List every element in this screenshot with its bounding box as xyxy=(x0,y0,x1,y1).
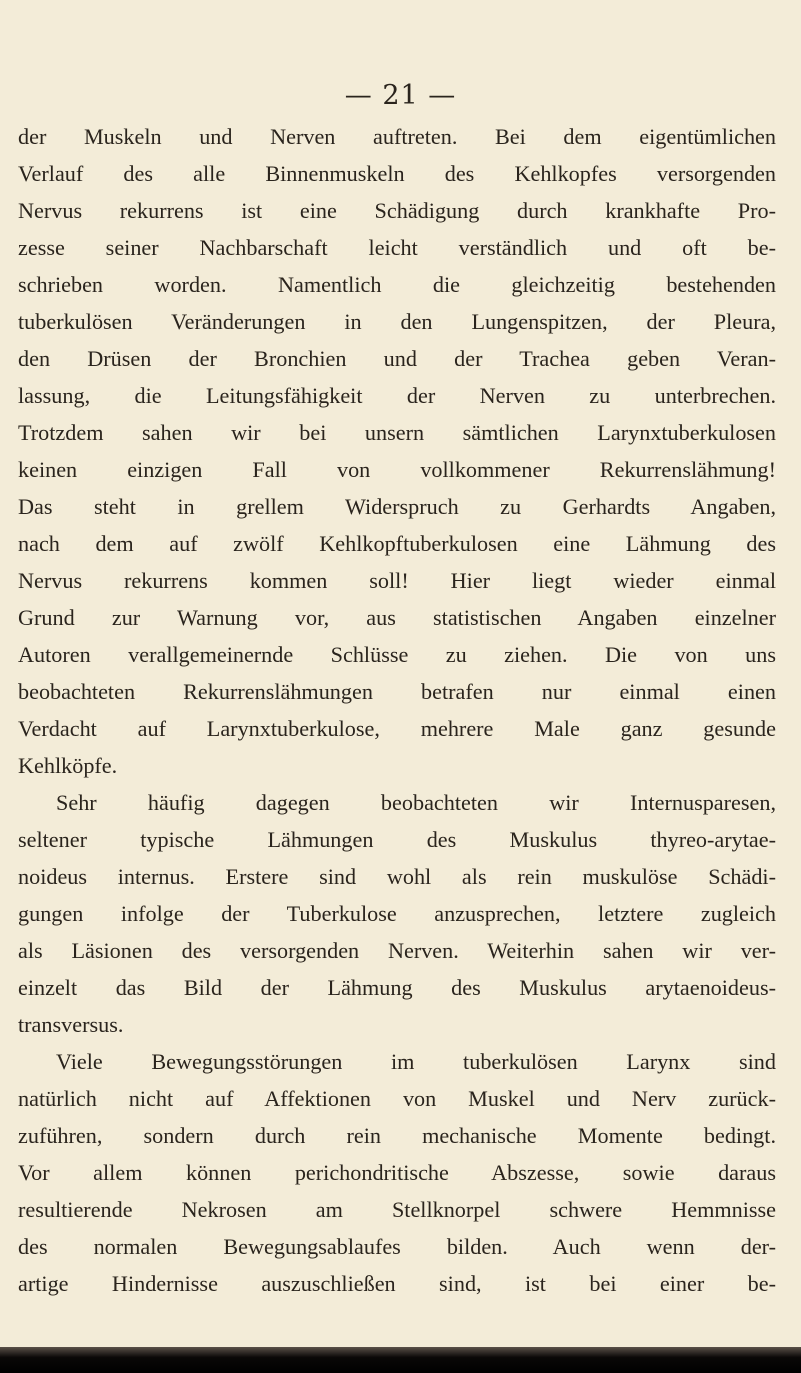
text-line: transversus. xyxy=(18,1012,124,1037)
text-line: Nervus rekurrens kommen soll! Hier liegt wieder einmal xyxy=(18,568,776,593)
text-line: keinen einzigen Fall von vollkommener Rekurrenslähmung! xyxy=(18,457,776,482)
text-line: seltener typische Lähmungen des Muskulus thyreo-arytae- xyxy=(18,827,776,852)
page-number: — 21 — xyxy=(344,80,457,111)
text-line: einzelt das Bild der Lähmung des Muskulus arytaenoideus- xyxy=(18,975,776,1000)
text-line: Das steht in grellem Widerspruch zu Gerhardts Angaben, xyxy=(18,494,776,519)
text-line: zuführen, sondern durch rein mechanische Momente bedingt. xyxy=(18,1123,776,1148)
text-line: gungen infolge der Tuberkulose anzusprechen, letztere zugleich xyxy=(18,901,776,926)
text-line: als Läsionen des versorgenden Nerven. Weiterhin sahen wir ver- xyxy=(18,938,776,963)
text-line: schrieben worden. Namentlich die gleichzeitig bestehenden xyxy=(18,272,776,297)
text-line: des normalen Bewegungsablaufes bilden. Auch wenn der- xyxy=(18,1234,776,1259)
text-line: lassung, die Leitungsfähigkeit der Nerven zu unterbrechen. xyxy=(18,383,776,408)
text-line: Kehlköpfe. xyxy=(18,753,118,778)
page-bottom-edge xyxy=(0,1347,801,1373)
text-line: beobachteten Rekurrenslähmungen betrafen nur einmal einen xyxy=(18,679,776,704)
text-line: resultierende Nekrosen am Stellknorpel schwere Hemmnisse xyxy=(18,1197,776,1222)
body-text xyxy=(18,118,776,1302)
text-line: Grund zur Warnung vor, aus statistischen Angaben einzelner xyxy=(18,605,776,630)
text-line: Vor allem können perichondritische Abszesse, sowie daraus xyxy=(18,1160,776,1185)
text-line: Trotzdem sahen wir bei unsern sämtlichen Larynxtuberkulosen xyxy=(18,420,776,445)
text-line: den Drüsen der Bronchien und der Trachea geben Veran- xyxy=(18,346,776,371)
text-line: der Muskeln und Nerven auftreten. Bei dem eigentümlichen xyxy=(18,124,776,149)
text-line: tuberkulösen Veränderungen in den Lungenspitzen, der Pleura, xyxy=(18,309,776,334)
text-line: artige Hindernisse auszuschließen sind, ist bei einer be- xyxy=(18,1271,776,1296)
text-line: natürlich nicht auf Affektionen von Muskel und Nerv zurück- xyxy=(18,1086,776,1111)
text-line: Sehr häufig dagegen beobachteten wir Internusparesen, xyxy=(56,790,776,815)
text-line: Verlauf des alle Binnenmuskeln des Kehlkopfes versorgenden xyxy=(18,161,776,186)
text-line: Nervus rekurrens ist eine Schädigung durch krankhafte Pro- xyxy=(18,198,776,223)
text-line: nach dem auf zwölf Kehlkopftuberkulosen eine Lähmung des xyxy=(18,531,776,556)
text-line: Viele Bewegungsstörungen im tuberkulösen Larynx sind xyxy=(56,1049,776,1074)
text-line: noideus internus. Erstere sind wohl als rein muskulöse Schädi- xyxy=(18,864,776,889)
text-line: zesse seiner Nachbarschaft leicht verständlich und oft be- xyxy=(18,235,776,260)
text-line: Verdacht auf Larynxtuberkulose, mehrere Male ganz gesunde xyxy=(18,716,776,741)
text-line: Autoren verallgemeinernde Schlüsse zu ziehen. Die von uns xyxy=(18,642,776,667)
